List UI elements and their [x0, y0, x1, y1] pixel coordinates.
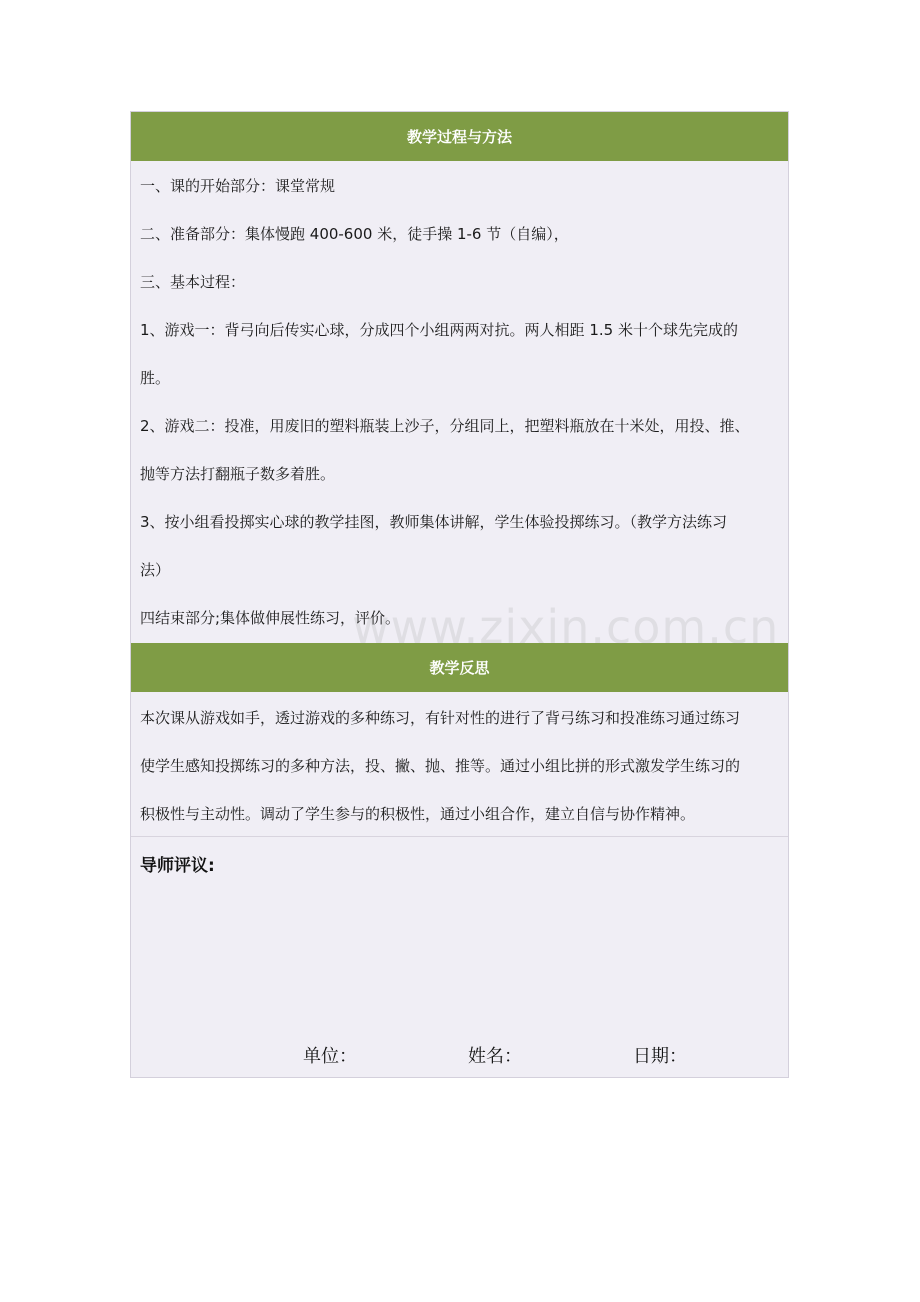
process-paragraph: 抛等方法打翻瓶子数多着胜。 — [140, 465, 336, 483]
review-section — [131, 837, 788, 1077]
process-paragraph: 1、游戏一：背弓向后传实心球，分成四个小组两两对抗。两人相距 1.5 米十个球先完成的 — [140, 321, 738, 339]
reflection-paragraph: 本次课从游戏如手，透过游戏的多种练习，有针对性的进行了背弓练习和投准练习通过练习 — [140, 709, 741, 727]
reflection-paragraph: 使学生感知投掷练习的多种方法，投、撇、抛、推等。通过小组比拼的形式激发学生练习的 — [140, 757, 741, 775]
review-title: 导师评议: — [140, 856, 215, 876]
process-paragraph: 2、游戏二：投准，用废旧的塑料瓶装上沙子，分组同上，把塑料瓶放在十米处，用投、推、 — [140, 417, 750, 435]
process-section-title: 教学过程与方法 — [406, 128, 512, 146]
reflection-section-title: 教学反思 — [429, 659, 490, 677]
unit-label: 单位： — [303, 1046, 357, 1067]
reflection-section-body — [131, 692, 788, 837]
date-label: 日期： — [633, 1046, 687, 1067]
process-paragraph: 一、课的开始部分：课堂常规 — [140, 177, 336, 195]
reflection-section-header — [131, 643, 788, 692]
lesson-plan-table — [130, 111, 789, 1078]
process-section-body — [131, 161, 788, 643]
process-paragraph: 四结束部分;集体做伸展性练习，评价。 — [140, 609, 401, 627]
process-paragraph: 3、按小组看投掷实心球的教学挂图，教师集体讲解，学生体验投掷练习。（教学方法练习 — [140, 513, 728, 531]
process-paragraph: 胜。 — [140, 369, 171, 387]
name-label: 姓名： — [468, 1046, 522, 1067]
process-section-header — [131, 112, 788, 161]
process-paragraph: 法） — [140, 561, 171, 579]
process-paragraph: 二、准备部分：集体慢跑 400-600 米，徒手操 1-6 节（自编）， — [140, 225, 569, 243]
reflection-paragraph: 积极性与主动性。调动了学生参与的积极性，通过小组合作，建立自信与协作精神。 — [140, 805, 696, 823]
process-paragraph: 三、基本过程： — [140, 273, 246, 291]
